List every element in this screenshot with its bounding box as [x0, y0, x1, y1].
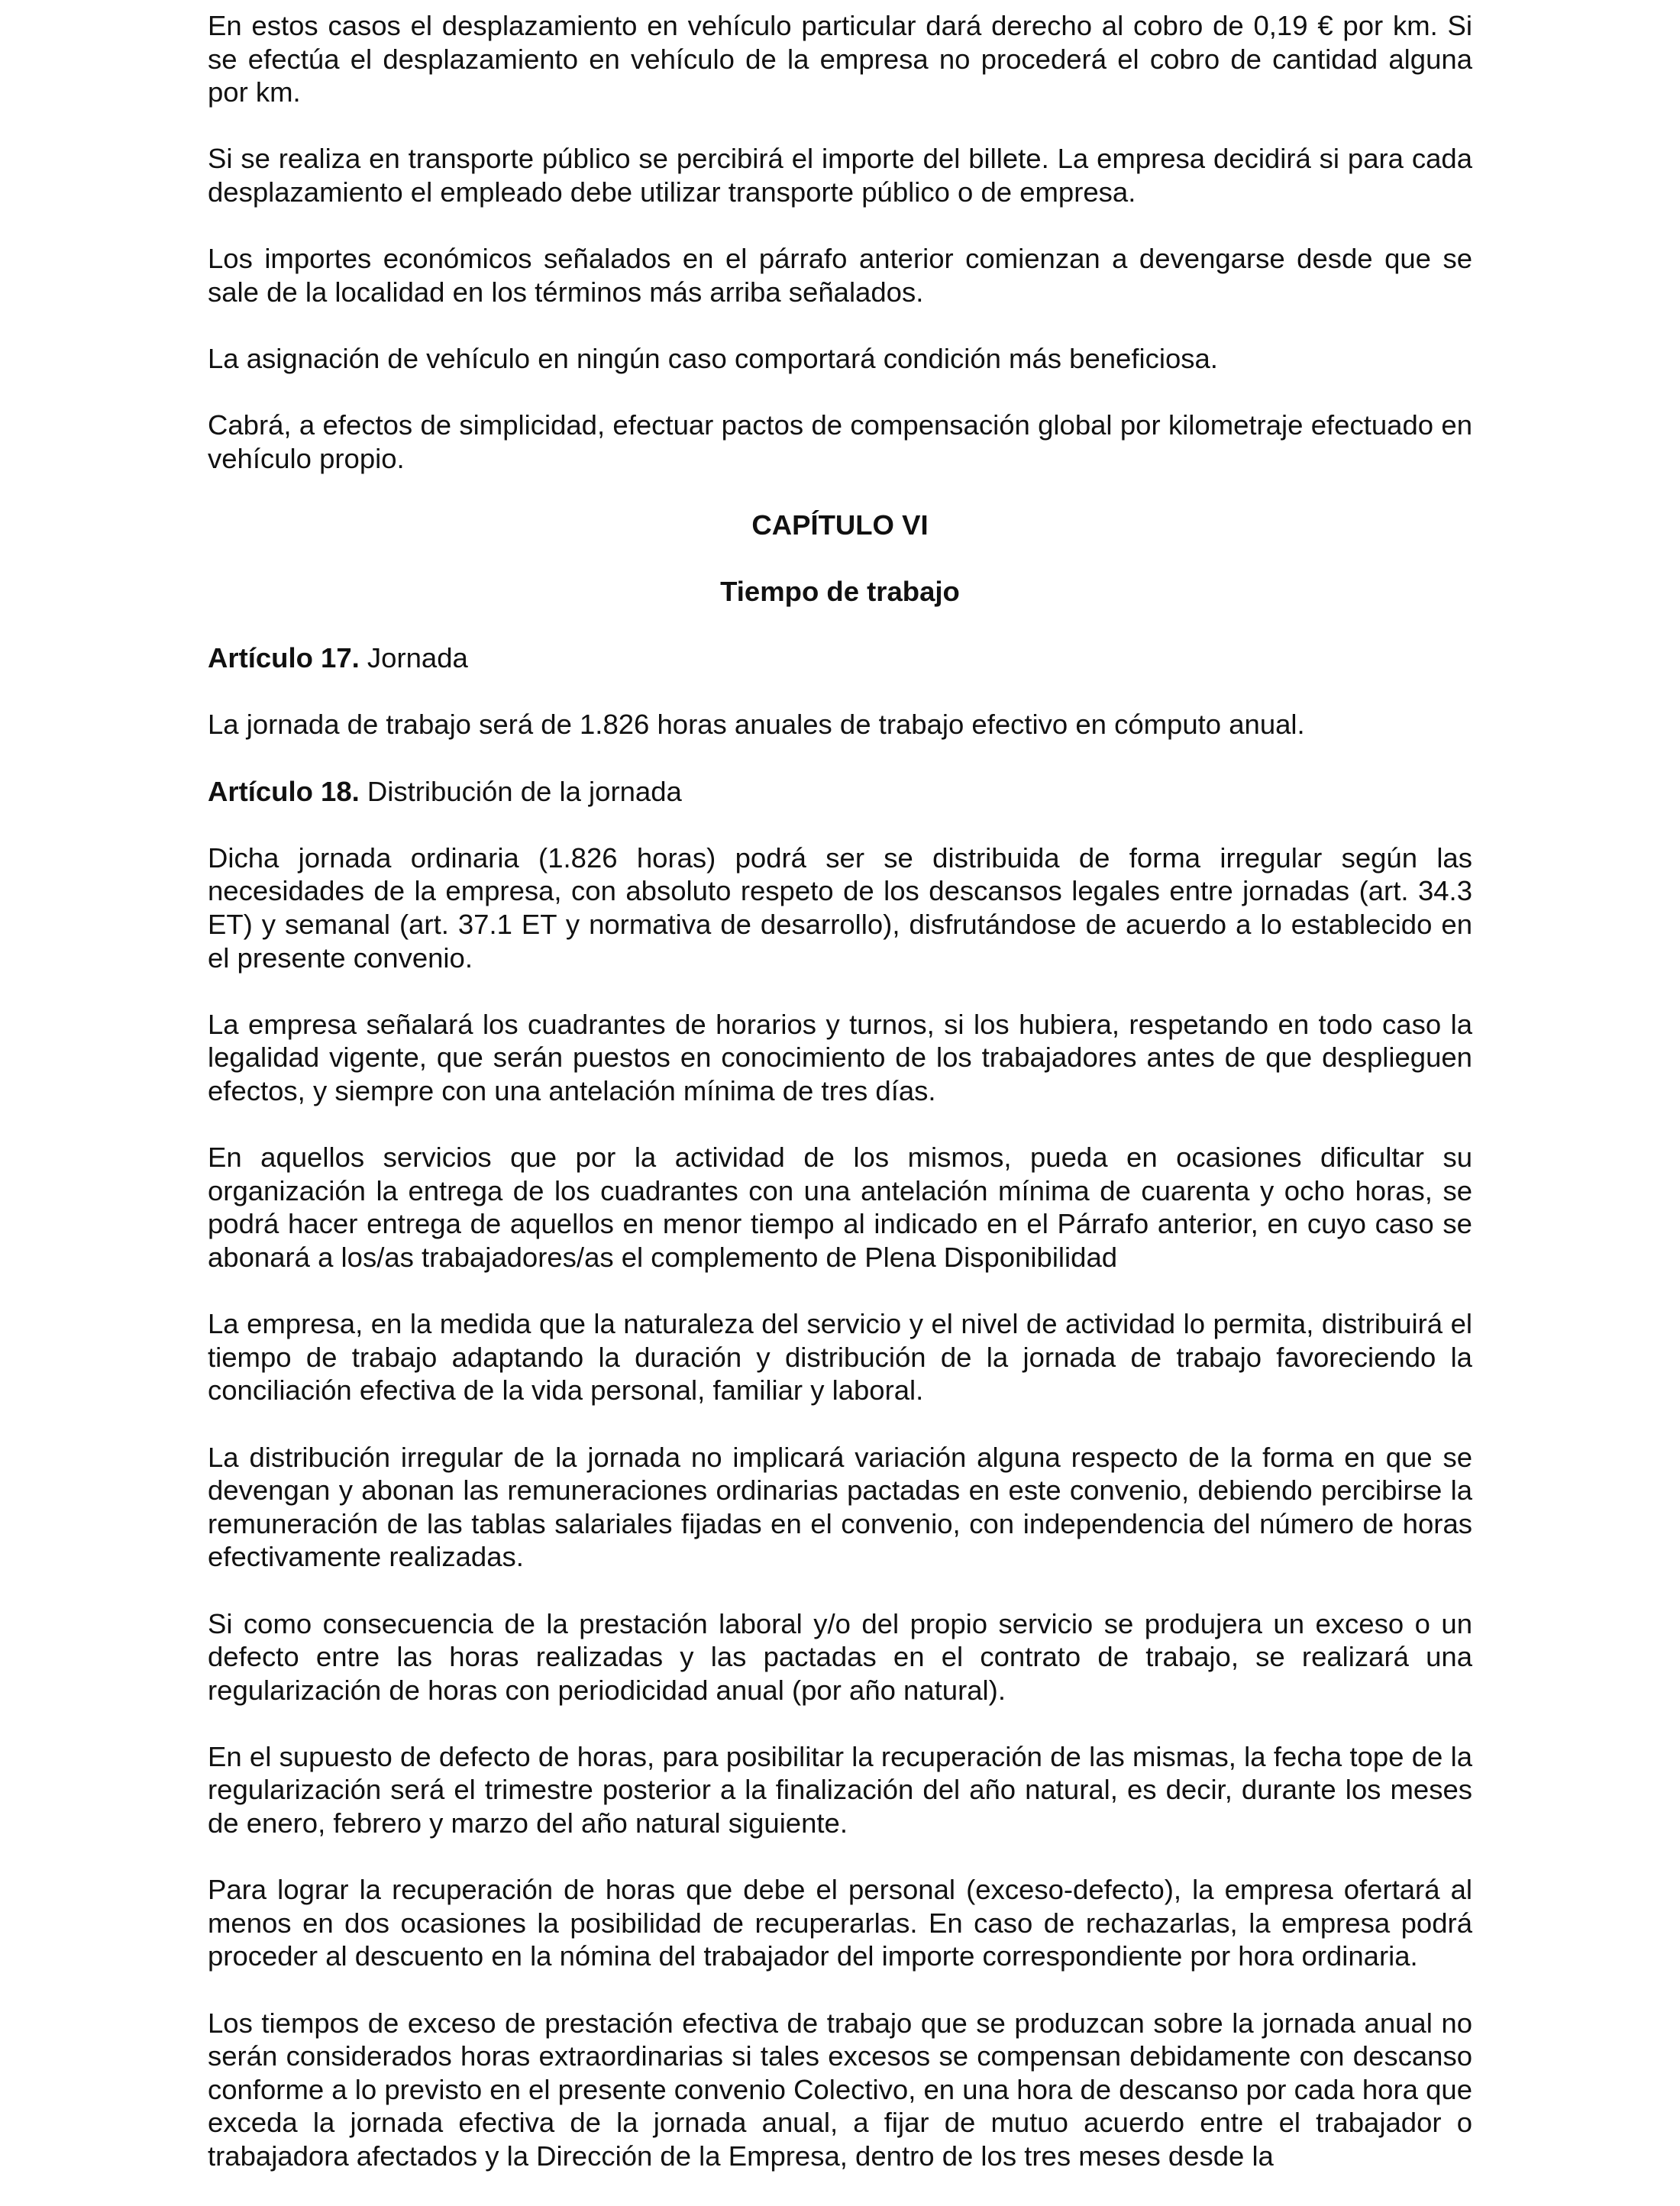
paragraph-vehicle-mileage: En estos casos el desplazamiento en vehículo particular dará derecho al cobro de 0,19 € por km. Si se efectúa el desplazamiento en vehículo de la empresa no procederá el cobro de cantidad alguna por km.: [208, 10, 1472, 108]
article-17-label: Artículo 17.: [208, 642, 360, 674]
article-18-paragraph: Los tiempos de exceso de prestación efectiva de trabajo que se produzcan sobre la jornada anual no serán considerados horas extraordinarias si tales excesos se compensan debidamente con descanso conforme a lo previsto en el presente convenio Colectivo, en una hora de descanso por cada hora que exceda la jornada efectiva de la jornada anual, a fijar de mutuo acuerdo entre el trabajador o trabajadora afectados y la Dirección de la Empresa, dentro de los tres meses desde la: [208, 2007, 1472, 2172]
article-18-title: Distribución de la jornada: [359, 775, 682, 807]
article-18-paragraph: La empresa, en la medida que la naturaleza del servicio y el nivel de actividad lo permita, distribuirá el tiempo de trabajo adaptando la duración y distribución de la jornada de trabajo favoreciendo la conciliación efectiva de la vida personal, familiar y laboral.: [208, 1308, 1472, 1407]
article-18-label: Artículo 18.: [208, 775, 360, 807]
article-17-title: Jornada: [359, 642, 468, 674]
article-18-paragraph: En aquellos servicios que por la actividad de los mismos, pueda en ocasiones dificultar su organización la entrega de los cuadrantes con una antelación mínima de cuarenta y ocho horas, se podrá hacer entrega de aquellos en menor tiempo al indicado en el Párrafo anterior, en cuyo caso se abonará a los/as trabajadores/as el complemento de Plena Disponibilidad: [208, 1142, 1472, 1273]
article-17-heading: [208, 641, 1472, 675]
article-18-paragraph: Si como consecuencia de la prestación laboral y/o del propio servicio se produjera un exceso o un defecto entre las horas realizadas y las pactadas en el contrato de trabajo, se realizará una regularización de horas con periodicidad anual (por año natural).: [208, 1607, 1472, 1706]
article-18-paragraph: La empresa señalará los cuadrantes de horarios y turnos, si los hubiera, respetando en todo caso la legalidad vigente, que serán puestos en conocimiento de los trabajadores antes de que desplieguen efectos, y siempre con una antelación mínima de tres días.: [208, 1008, 1472, 1106]
article-18-paragraph: Dicha jornada ordinaria (1.826 horas) podrá ser se distribuida de forma irregular según las necesidades de la empresa, con absoluto respeto de los descansos legales entre jornadas (art. 34.3 ET) y semanal (art. 37.1 ET y normativa de desarrollo), disfrutándose de acuerdo a lo establecido en el presente convenio.: [208, 841, 1472, 974]
article-17-text: La jornada de trabajo será de 1.826 horas anuales de trabajo efectivo en cómputo anual.: [208, 709, 1305, 741]
paragraph-global-compensation: Cabrá, a efectos de simplicidad, efectuar pactos de compensación global por kilometraje efectuado en vehículo propio.: [208, 409, 1472, 474]
article-18-paragraph: Para lograr la recuperación de horas que debe el personal (exceso-defecto), la empresa ofertará al menos en dos ocasiones la posibilidad de recuperarlas. En caso de rechazarlas, la empresa podrá proceder al descuento en la nómina del trabajador del importe correspondiente por hora ordinaria.: [208, 1874, 1472, 1972]
article-18-heading: [208, 775, 1472, 809]
document-page: [208, 9, 1472, 2206]
paragraph-accrual-start: Los importes económicos señalados en el párrafo anterior comienzan a devengarse desde que se sale de la localidad en los términos más arriba señalados.: [208, 243, 1472, 308]
paragraph-vehicle-assignment: La asignación de vehículo en ningún caso comportará condición más beneficiosa.: [208, 342, 1218, 374]
chapter-number: CAPÍTULO VI: [751, 509, 929, 541]
paragraph-public-transport: Si se realiza en transporte público se percibirá el importe del billete. La empresa decidirá si para cada desplazamiento el empleado debe utilizar transporte público o de empresa.: [208, 143, 1472, 208]
article-18-paragraph: En el supuesto de defecto de horas, para posibilitar la recuperación de las mismas, la fecha tope de la regularización será el trimestre posterior a la finalización del año natural, es decir, durante los meses de enero, febrero y marzo del año natural siguiente.: [208, 1740, 1472, 1839]
article-18-paragraph: La distribución irregular de la jornada no implicará variación alguna respecto de la forma en que se devengan y abonan las remuneraciones ordinarias pactadas en este convenio, debiendo percibirse la remuneración de las tablas salariales fijadas en el convenio, con independencia del número de horas efectivamente realizadas.: [208, 1441, 1472, 1573]
chapter-title: Tiempo de trabajo: [720, 576, 960, 608]
